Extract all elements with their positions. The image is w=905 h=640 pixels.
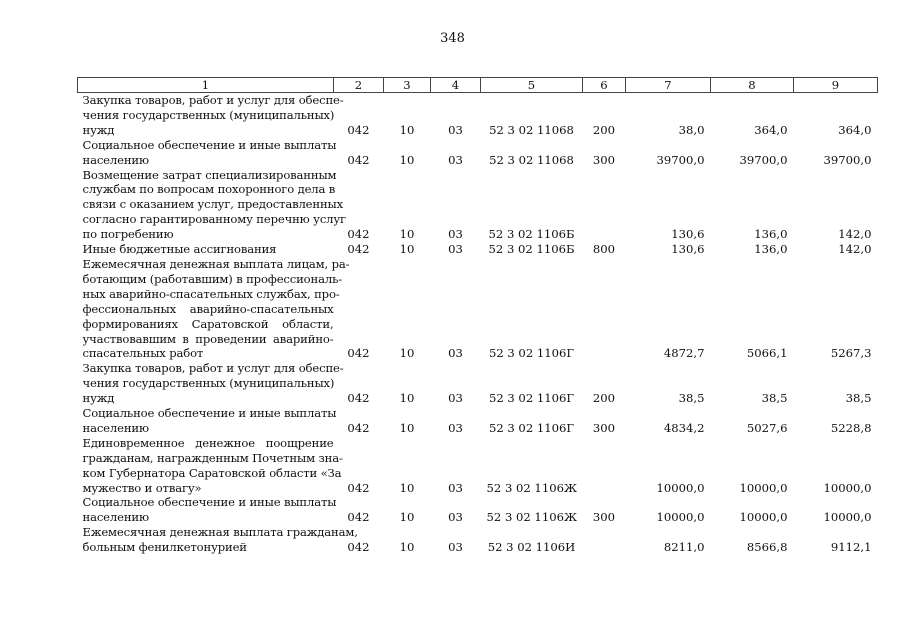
amount-col9-cell: 38,5 — [845, 391, 872, 406]
amount-col9-cell: 142,0 — [838, 227, 872, 242]
column-header-5: 5 — [481, 78, 583, 93]
target-article-cell: 52 3 02 11068 — [489, 122, 574, 137]
description-line: нужд — [82, 391, 115, 406]
table-row — [78, 525, 878, 555]
target-article-cell: 52 3 02 1106Г — [488, 420, 575, 435]
amount-col7-cell: 130,6 — [671, 227, 705, 242]
amount-col7-cell: 130,6 — [671, 242, 705, 257]
table-row — [78, 361, 878, 406]
table-row — [78, 436, 878, 496]
row-description — [78, 435, 343, 496]
subsection-cell: 03 — [448, 420, 463, 435]
description-line: фессиональных аварийно-спасательных — [82, 301, 334, 316]
amount-col7-cell: 4872,7 — [663, 346, 705, 361]
description-line: Ежемесячная денежная выплата гражданам, — [82, 525, 358, 540]
subsection-cell: 03 — [448, 227, 463, 242]
description-line: мужество и отвагу» — [82, 480, 202, 495]
subsection-cell: 03 — [448, 242, 463, 257]
amount-col8-cell: 5027,6 — [746, 420, 788, 435]
code-glavnogo-cell: 042 — [347, 480, 370, 495]
description-line: связи с оказанием услуг, предоставленных — [82, 197, 344, 212]
description-line: населению — [82, 152, 149, 167]
table-row — [78, 257, 878, 361]
amount-col8-cell: 136,0 — [754, 242, 788, 257]
table-row — [78, 93, 878, 138]
description-line: больным фенилкетонурией — [82, 540, 247, 555]
description-line: нужд — [82, 122, 115, 137]
table-row — [78, 495, 878, 525]
row-description — [78, 256, 350, 361]
subsection-cell: 03 — [448, 391, 463, 406]
row-description — [78, 525, 358, 555]
column-header-3: 3 — [384, 78, 431, 93]
section-cell: 10 — [399, 510, 415, 525]
amount-col7-cell: 39700,0 — [656, 152, 705, 167]
section-cell: 10 — [399, 227, 415, 242]
code-glavnogo-cell: 042 — [347, 420, 370, 435]
amount-col9-cell: 5228,8 — [830, 420, 872, 435]
column-header-2: 2 — [334, 78, 384, 93]
target-article-cell: 52 3 02 1106Ж — [486, 480, 577, 495]
target-article-cell: 52 3 02 11068 — [489, 152, 574, 167]
section-cell: 10 — [399, 122, 415, 137]
target-article-cell: 52 3 02 1106И — [487, 540, 576, 555]
description-line: Закупка товаров, работ и услуг для обеспе- — [82, 361, 344, 376]
subsection-cell: 03 — [448, 540, 463, 555]
description-line: чения государственных (муниципальных) — [82, 107, 335, 122]
row-description — [78, 242, 334, 257]
amount-col9-cell: 39700,0 — [823, 152, 872, 167]
description-line: спасательных работ — [82, 346, 204, 361]
subsection-cell: 03 — [448, 480, 463, 495]
description-line: Единовременное денежное поощрение — [82, 435, 334, 450]
description-line: Закупка товаров, работ и услуг для обеспе- — [82, 93, 344, 107]
target-article-cell: 52 3 02 1106Ж — [486, 510, 577, 525]
description-line: службам по вопросам похоронного дела в — [82, 182, 336, 197]
expense-type-cell: 300 — [592, 420, 616, 435]
amount-col9-cell: 5267,3 — [830, 346, 872, 361]
description-line: населению — [82, 510, 149, 525]
subsection-cell: 03 — [448, 510, 463, 525]
amount-col9-cell: 10000,0 — [823, 510, 872, 525]
amount-col8-cell: 364,0 — [754, 122, 788, 137]
column-header-6: 6 — [583, 78, 626, 93]
expense-type-cell: 300 — [592, 510, 616, 525]
amount-col9-cell: 142,0 — [838, 242, 872, 257]
section-cell: 10 — [399, 346, 415, 361]
target-article-cell: 52 3 02 1106Г — [488, 346, 575, 361]
description-line: Социальное обеспечение и иные выплаты — [82, 137, 337, 152]
code-glavnogo-cell: 042 — [347, 227, 370, 242]
target-article-cell: 52 3 02 1106Б — [488, 242, 575, 257]
amount-col7-cell: 10000,0 — [656, 480, 705, 495]
description-line: формированиях Саратовской области, — [82, 316, 334, 331]
amount-col8-cell: 5066,1 — [746, 346, 788, 361]
amount-col8-cell: 38,5 — [761, 391, 788, 406]
section-cell: 10 — [399, 480, 415, 495]
amount-col9-cell: 10000,0 — [823, 480, 872, 495]
subsection-cell: 03 — [448, 122, 463, 137]
header-row — [78, 78, 878, 93]
section-cell: 10 — [399, 420, 415, 435]
code-glavnogo-cell: 042 — [347, 122, 370, 137]
section-cell: 10 — [399, 391, 415, 406]
expense-type-cell: 800 — [592, 242, 616, 257]
code-glavnogo-cell: 042 — [347, 242, 370, 257]
code-glavnogo-cell: 042 — [347, 391, 370, 406]
column-header-1: 1 — [78, 78, 334, 93]
row-description — [78, 93, 344, 138]
amount-col9-cell: 9112,1 — [830, 540, 872, 555]
description-line: гражданам, награжденным Почетным зна- — [82, 450, 343, 465]
amount-col9-cell: 364,0 — [838, 122, 872, 137]
row-description — [78, 406, 337, 436]
amount-col7-cell: 38,5 — [678, 391, 705, 406]
expense-type-cell — [583, 168, 626, 243]
description-line: Возмещение затрат специализированным — [82, 167, 337, 182]
section-cell: 10 — [399, 540, 415, 555]
amount-col8-cell: 10000,0 — [739, 510, 788, 525]
description-line: участвовавшим в проведении аварийно- — [82, 331, 334, 346]
description-line: Иные бюджетные ассигнования — [82, 242, 277, 257]
code-glavnogo-cell: 042 — [347, 346, 370, 361]
target-article-cell: 52 3 02 1106Б — [488, 227, 575, 242]
target-article-cell: 52 3 02 1106Г — [488, 391, 575, 406]
amount-col8-cell: 8566,8 — [746, 540, 788, 555]
description-line: Социальное обеспечение и иные выплаты — [82, 495, 337, 510]
row-description — [78, 137, 337, 168]
row-description — [78, 167, 346, 243]
column-header-9: 9 — [794, 78, 878, 93]
subsection-cell: 03 — [448, 346, 463, 361]
table-row — [78, 168, 878, 243]
description-line: Ежемесячная денежная выплата лицам, ра- — [82, 256, 350, 271]
expense-type-cell — [583, 257, 626, 361]
subsection-cell: 03 — [448, 152, 463, 167]
expense-type-cell — [583, 525, 626, 555]
description-line: ком Губернатора Саратовской области «За — [82, 465, 342, 480]
amount-col7-cell: 4834,2 — [663, 420, 705, 435]
description-line: Социальное обеспечение и иные выплаты — [82, 406, 337, 421]
amount-col7-cell: 8211,0 — [663, 540, 705, 555]
amount-col7-cell: 10000,0 — [656, 510, 705, 525]
description-line: чения государственных (муниципальных) — [82, 376, 335, 391]
description-line: ных аварийно-спасательных службах, про- — [82, 286, 340, 301]
section-cell: 10 — [399, 242, 415, 257]
code-glavnogo-cell: 042 — [347, 510, 370, 525]
amount-col8-cell: 10000,0 — [739, 480, 788, 495]
amount-col8-cell: 136,0 — [754, 227, 788, 242]
code-glavnogo-cell: 042 — [347, 540, 370, 555]
expense-type-cell: 200 — [592, 122, 616, 137]
expense-type-cell: 200 — [592, 391, 616, 406]
description-line: согласно гарантированному перечню услуг — [82, 212, 346, 227]
budget-table — [77, 77, 878, 555]
amount-col7-cell: 38,0 — [678, 122, 705, 137]
column-header-7: 7 — [626, 78, 711, 93]
table-row — [78, 138, 878, 168]
expense-type-cell: 300 — [592, 152, 616, 167]
description-line: по погребению — [82, 227, 174, 242]
column-header-4: 4 — [431, 78, 481, 93]
page-number: 348 — [440, 31, 465, 46]
table-row — [78, 242, 878, 257]
expense-type-cell — [583, 436, 626, 496]
description-line: населению — [82, 420, 149, 435]
description-line: ботающим (работавшим) в профессиональ- — [82, 271, 342, 286]
column-header-8: 8 — [711, 78, 794, 93]
table-row — [78, 406, 878, 436]
code-glavnogo-cell: 042 — [347, 152, 370, 167]
amount-col8-cell: 39700,0 — [739, 152, 788, 167]
row-description — [78, 361, 344, 406]
section-cell: 10 — [399, 152, 415, 167]
row-description — [78, 495, 337, 525]
